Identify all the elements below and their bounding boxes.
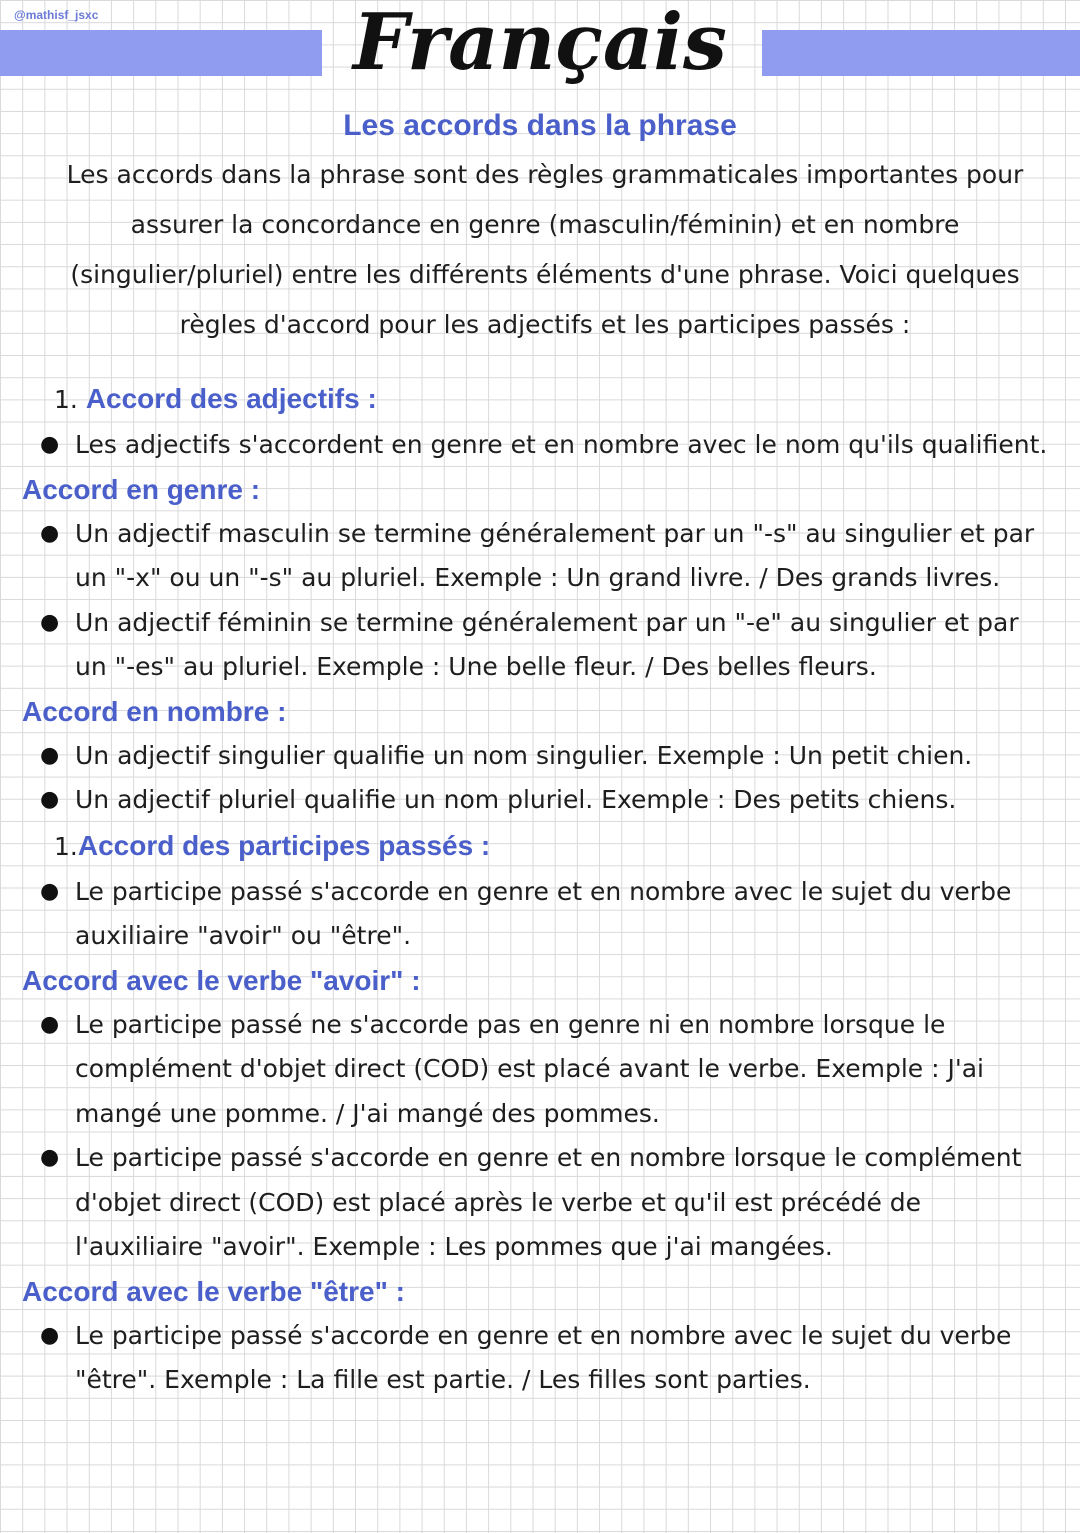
bullet-icon: ● [40, 609, 60, 635]
list-item-text: Un adjectif pluriel qualifie un nom pluriel. Exemple : Des petits chiens. [75, 785, 957, 814]
list-item-text: Un adjectif masculin se termine généralement par un "-s" au singulier et par un "-x" ou un "-s" au pluriel. Exemple : Un grand livre. / Des grands livres. [75, 518, 1035, 592]
subheading-genre: Accord en genre : [22, 473, 261, 505]
bullet-list-avoir [0, 1003, 1080, 1270]
list-item-text: Le participe passé s'accorde en genre et en nombre avec le sujet du verbe "être". Exemple : La fille est partie. / Les filles sont parties. [75, 1320, 1012, 1394]
notes-content [0, 376, 1080, 1403]
list-item-text: Un adjectif féminin se termine généralement par un "-e" au singulier et par un "-es" au pluriel. Exemple : Une belle fleur. / Des belles fleurs. [75, 607, 1019, 681]
section-heading-text: Accord des participes passés : [77, 829, 491, 861]
intro-paragraph: Les accords dans la phrase sont des règles grammaticales importantes pour assurer la concordance en genre (masculin/féminin) et en nombre (singulier/pluriel) entre les différents éléments d'une phrase. Voici quelques règles d'accord pour les adjectifs et les participes passés : [66, 160, 1024, 339]
section-number: 1. [54, 831, 78, 861]
section-heading-text: Accord des adjectifs : [85, 383, 377, 414]
bullet-icon: ● [40, 520, 60, 546]
subheading-avoir: Accord avec le verbe "avoir" : [22, 964, 421, 996]
list-item [0, 734, 1080, 779]
bullet-icon: ● [40, 432, 60, 457]
bullet-icon: ● [40, 1322, 60, 1348]
list-item [0, 1136, 1080, 1270]
list-item [0, 870, 1080, 959]
bullet-list-etre [0, 1314, 1080, 1403]
list-item [0, 1003, 1080, 1137]
list-item [0, 778, 1080, 823]
section-heading-participes [0, 823, 1080, 870]
section-heading-adjectifs [0, 376, 1080, 423]
list-item [0, 512, 1080, 601]
page-subtitle: Les accords dans la phrase [343, 109, 737, 142]
author-handle: @mathisf_jsxc [14, 8, 99, 22]
bullet-icon: ● [40, 1145, 60, 1170]
bullet-list-adjectifs [0, 423, 1080, 468]
list-item [0, 1314, 1080, 1403]
bullet-list-participes [0, 870, 1080, 959]
bullet-list-genre [0, 512, 1080, 690]
bullet-icon: ● [40, 1011, 60, 1037]
list-item-text: Le participe passé s'accorde en genre et en nombre avec le sujet du verbe auxiliaire "avoir" ou "être". [75, 876, 1012, 950]
subheading-etre: Accord avec le verbe "être" : [22, 1275, 405, 1307]
bullet-icon: ● [40, 742, 60, 768]
list-item-text: Un adjectif singulier qualifie un nom singulier. Exemple : Un petit chien. [75, 740, 973, 770]
list-item-text: Le participe passé s'accorde en genre et en nombre lorsque le complément d'objet direct (COD) est placé après le verbe et qu'il est précédé de l'auxiliaire "avoir". Exemple : Les pommes que j'ai mangées. [75, 1143, 1022, 1261]
subheading-nombre: Accord en nombre : [22, 695, 287, 727]
list-item [0, 423, 1080, 468]
list-item-text: Le participe passé ne s'accorde pas en genre ni en nombre lorsque le complément d'objet direct (COD) est placé avant le verbe. Exemple : J'ai mangé une pomme. / J'ai mangé des pommes. [75, 1009, 984, 1128]
section-number: 1. [54, 385, 78, 414]
bullet-list-nombre [0, 734, 1080, 823]
list-item-text: Les adjectifs s'accordent en genre et en nombre avec le nom qu'ils qualifient. [75, 430, 1048, 459]
page-title: Français [353, 0, 727, 88]
list-item [0, 601, 1080, 690]
bullet-icon: ● [40, 787, 60, 812]
bullet-icon: ● [40, 878, 60, 904]
